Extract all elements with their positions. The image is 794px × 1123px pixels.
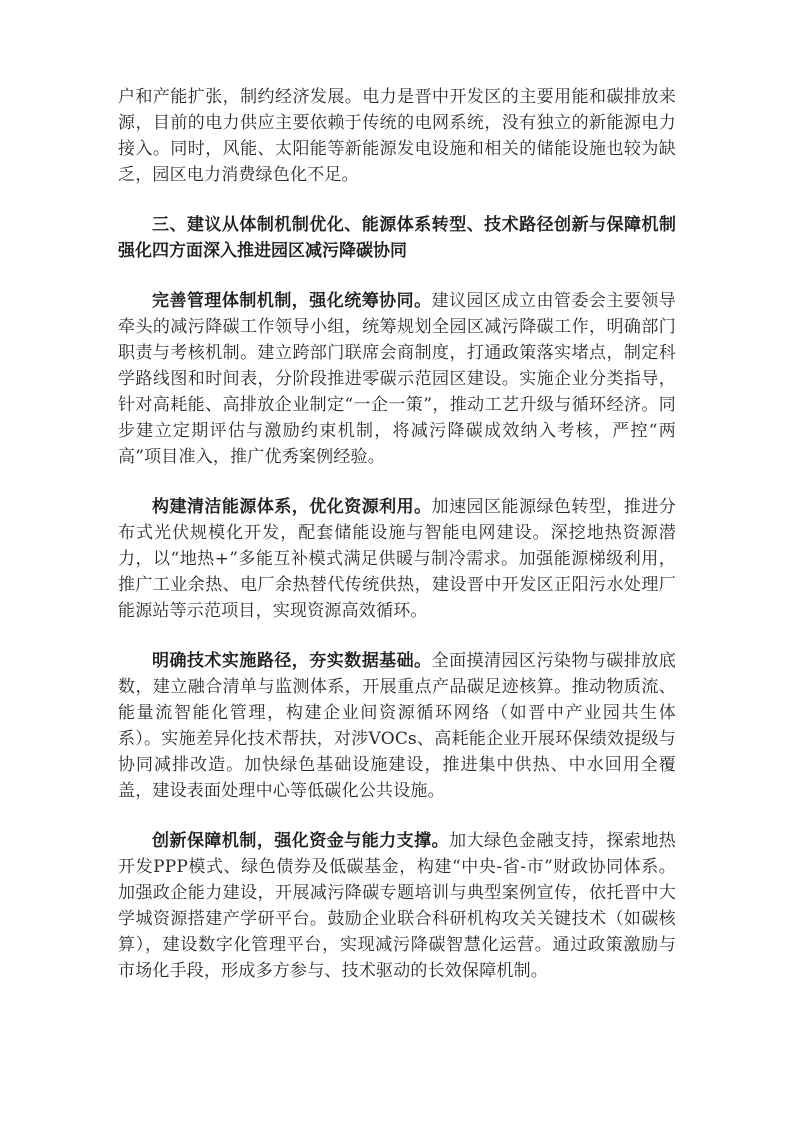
body-paragraph-guarantee [118,828,676,984]
paragraph-body: 建议园区成立由管委会主要领导牵头的减污降碳工作领导小组，统筹规划全园区减污降碳工作，明确部门职责与考核机制。建立跨部门联席会商制度，打通政策落实堵点，制定科学路线图和时间表，分阶段推进零碳示范园区建设。实施企业分类指导，针对高耗能、高排放企业制定“一企一策”，推动工艺升级与循环经济。同步建立定期评估与激励约束机制，将减污降碳成效纳入考核，严控“两高”项目准入，推广优秀案例经验。 [118,291,676,467]
spacer [118,188,676,212]
paragraph-lead: 构建清洁能源体系，优化资源利用。 [152,497,432,517]
paragraph-body: 加大绿色金融支持，探索地热开发PPP模式、绿色债券及低碳基金，构建“中央-省-市”财政协同体系。加强政企能力建设，开展减污降碳专题培训与典型案例宣传，依托晋中大学城资源搭建产学研平台。鼓励企业联合科研机构攻关关键技术（如碳核算），建设数字化管理平台，实现减污降碳智慧化运营。通过政策激励与市场化手段，形成多方参与、技术驱动的长效保障机制。 [118,831,676,981]
paragraph-body: 加速园区能源绿色转型，推进分布式光伏规模化开发，配套储能设施与智能电网建设。深挖地热资源潜力，以“地热+”多能互补模式满足供暖与制冷需求。加强能源梯级利用，推广工业余热、电厂余热替代传统供热，建设晋中开发区正阳污水处理厂能源站等示范项目，实现资源高效循环。 [118,497,676,621]
paragraph-lead: 明确技术实施路径，夯实数据基础。 [152,651,432,671]
spacer [118,804,676,828]
intro-paragraph: 户和产能扩张，制约经济发展。电力是晋中开发区的主要用能和碳排放来源，目前的电力供应主要依赖于传统的电网系统，没有独立的新能源电力接入。同时，风能、太阳能等新能源发电设施和相关的储能设施也较为缺乏，园区电力消费绿色化不足。 [118,87,676,185]
body-paragraph-energy [118,494,676,624]
spacer [118,470,676,494]
paragraph-body: 全面摸清园区污染物与碳排放底数，建立融合清单与监测体系，开展重点产品碳足迹核算。推动物质流、能量流智能化管理，构建企业间资源循环网络（如晋中产业园共生体系）。实施差异化技术帮扶，对涉VOCs、高耗能企业开展环保绩效提级与协同减排改造。加快绿色基础设施建设，推进集中供热、中水回用全覆盖，建设表面处理中心等低碳化公共设施。 [118,651,676,801]
paragraph-lead: 创新保障机制，强化资金与能力支撑。 [152,831,450,851]
body-paragraph-management [118,288,676,470]
body-paragraph-technology [118,648,676,804]
spacer [118,264,676,288]
section-heading: 三、建议从体制机制优化、能源体系转型、技术路径创新与保障机制强化四方面深入推进园区减污降碳协同 [118,215,676,261]
spacer [118,624,676,648]
paragraph-lead: 完善管理体制机制，强化统筹协同。 [152,291,432,311]
